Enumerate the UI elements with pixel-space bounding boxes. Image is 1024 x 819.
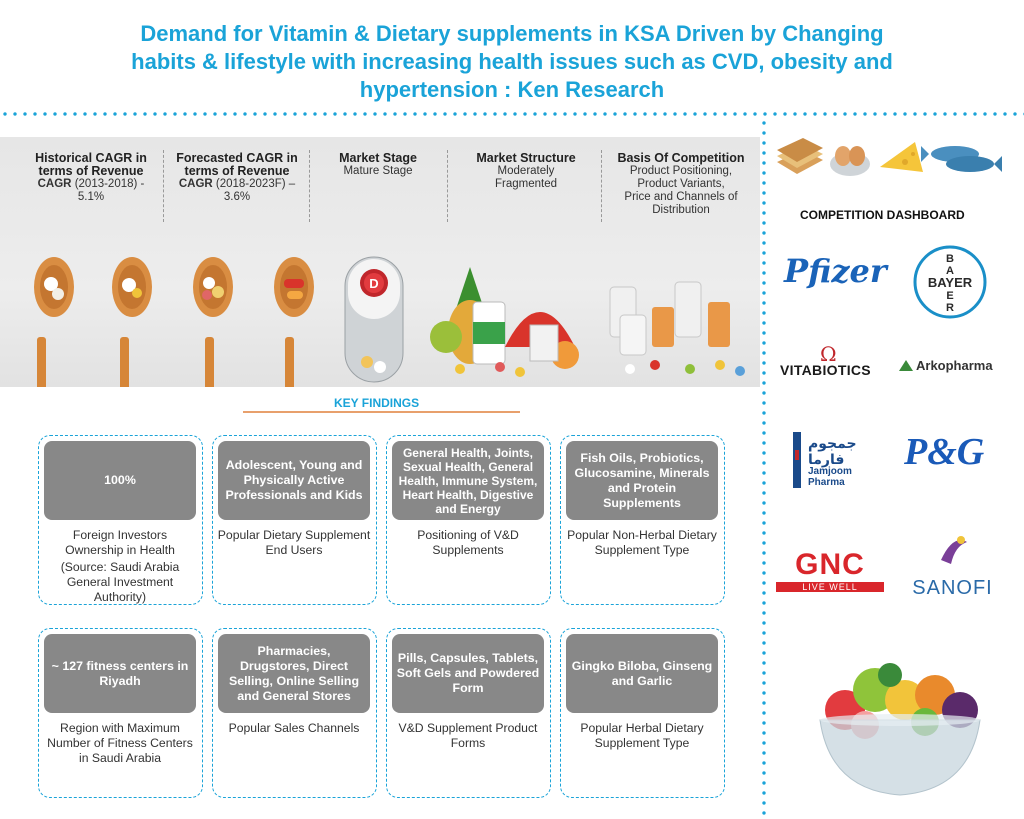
title-line-2: habits & lifestyle with increasing health issues such as CVD, obesity and xyxy=(131,49,893,74)
finding-card-description: Foreign Investors Ownership in Health xyxy=(65,528,175,557)
finding-card xyxy=(212,435,377,605)
stat-separator xyxy=(447,150,448,222)
jamjoom-tower-icon xyxy=(790,430,804,490)
basis-of-competition-value-1: Product Positioning, xyxy=(629,165,733,177)
svg-text:R: R xyxy=(946,302,954,314)
finding-card xyxy=(386,628,551,798)
market-structure xyxy=(456,152,596,191)
finding-card-highlight: Pills, Capsules, Tablets, Soft Gels and Powdered Form xyxy=(392,634,544,713)
market-structure-value-2: Fragmented xyxy=(494,178,557,190)
stat-separator xyxy=(601,150,602,222)
finding-card-description: Popular Herbal Dietary Supplement Type xyxy=(580,721,704,750)
market-stage-value: Mature Stage xyxy=(343,165,413,177)
svg-text:B: B xyxy=(946,253,954,265)
historical-cagr xyxy=(20,152,162,204)
stat-separator xyxy=(309,150,310,222)
pill-bottles-icon xyxy=(610,282,745,376)
finding-card xyxy=(386,435,551,605)
basis-of-competition xyxy=(606,152,756,217)
finding-card-description: Popular Dietary Supplement End Users xyxy=(217,528,371,557)
forecasted-cagr-period: (2018-2023F) – xyxy=(212,178,296,190)
forecasted-cagr-value: 3.6% xyxy=(223,191,251,203)
competition-dashboard-heading: COMPETITION DASHBOARD xyxy=(800,208,965,222)
market-stage xyxy=(318,152,438,178)
finding-card-highlight: ~ 127 fitness centers in Riyadh xyxy=(44,634,196,713)
vitabiotics-logo: VITABIOTICS xyxy=(780,362,871,378)
historical-cagr-period: (2013-2018) - xyxy=(71,178,145,190)
title-line-1: Demand for Vitamin & Dietary supplements in KSA Driven by Changing xyxy=(140,21,884,46)
market-structure-value-1: Moderately xyxy=(497,165,555,177)
finding-card xyxy=(38,628,203,798)
stat-separator xyxy=(163,150,164,222)
omega-icon: Ω xyxy=(820,342,837,366)
forecasted-cagr-label: CAGR xyxy=(178,178,213,190)
historical-cagr-heading-2: terms of Revenue xyxy=(38,164,144,178)
cheese-icon xyxy=(880,142,923,172)
fruit-bowl-icon xyxy=(805,650,995,800)
basis-of-competition-value-4: Distribution xyxy=(652,204,710,216)
pg-logo: P&G xyxy=(904,431,985,473)
finding-card-source: (Source: Saudi Arabia General Investment Authority) xyxy=(60,560,180,604)
finding-card-description: Positioning of V&D Supplements xyxy=(417,528,519,557)
spoon-icon-3 xyxy=(193,257,233,387)
finding-card-highlight: Pharmacies, Drugstores, Direct Selling, Online Selling and General Stores xyxy=(218,634,370,713)
finding-card-description: Popular Non-Herbal Dietary Supplement Type xyxy=(567,528,717,557)
arkopharma-leaf-icon xyxy=(898,359,914,373)
bread-icon xyxy=(777,138,823,174)
finding-card xyxy=(212,628,377,798)
basis-of-competition-value-3: Price and Channels of xyxy=(624,191,738,203)
eggs-icon xyxy=(830,146,870,176)
basis-of-competition-value-2: Product Variants, xyxy=(637,178,725,190)
page-title xyxy=(40,20,984,104)
forecasted-cagr-heading-2: terms of Revenue xyxy=(184,164,290,178)
historical-cagr-label: CAGR xyxy=(37,178,72,190)
svg-text:BAYER: BAYER xyxy=(927,275,973,290)
finding-card xyxy=(38,435,203,605)
finding-card-description: Region with Maximum Number of Fitness Centers in Saudi Arabia xyxy=(47,721,193,765)
vitamin-d-capsule-icon xyxy=(345,257,403,382)
dotted-divider-horizontal xyxy=(0,112,1024,116)
finding-card-highlight: Gingko Biloba, Ginseng and Garlic xyxy=(566,634,718,713)
spoon-icon-4 xyxy=(274,257,314,387)
arkopharma-logo: Arkopharma xyxy=(916,358,993,373)
svg-text:D: D xyxy=(369,276,379,291)
finding-card-highlight: General Health, Joints, Sexual Health, General Health, Immune System, Heart Health, Digestive and Energy xyxy=(392,441,544,520)
market-stage-heading: Market Stage xyxy=(339,151,417,165)
pfizer-logo: Pfizer xyxy=(784,252,887,290)
svg-text:A: A xyxy=(946,265,954,277)
finding-card xyxy=(560,628,725,798)
historical-cagr-value: 5.1% xyxy=(77,191,105,203)
dotted-divider-vertical xyxy=(762,118,766,818)
key-findings-heading: KEY FINDINGS xyxy=(334,396,420,410)
forecasted-cagr xyxy=(168,152,306,204)
jamjoom-logo: Jamjoom Pharma xyxy=(808,466,852,488)
spoon-icon-1 xyxy=(34,257,74,387)
food-icons xyxy=(775,132,1005,184)
svg-text:E: E xyxy=(946,290,954,302)
forecasted-cagr-heading-1: Forecasted CAGR in xyxy=(176,151,298,165)
gnc-logo: GNC xyxy=(795,548,865,581)
jamjoom-arabic-name: جمجوم فارما xyxy=(808,436,857,468)
historical-cagr-heading-1: Historical CAGR in xyxy=(35,151,147,165)
finding-card-highlight: 100% xyxy=(44,441,196,520)
key-findings-underline xyxy=(243,411,520,413)
finding-card-description: V&D Supplement Product Forms xyxy=(398,721,538,750)
title-line-3: hypertension : Ken Research xyxy=(359,77,665,102)
finding-card-highlight: Adolescent, Young and Physically Active Professionals and Kids xyxy=(218,441,370,520)
bayer-logo xyxy=(912,244,988,320)
basis-of-competition-heading: Basis Of Competition xyxy=(617,151,745,165)
fruit-and-supplements-icon xyxy=(430,267,579,377)
finding-card xyxy=(560,435,725,605)
market-structure-heading: Market Structure xyxy=(476,151,576,165)
sanofi-bird-icon xyxy=(933,532,973,572)
finding-card-description: Popular Sales Channels xyxy=(228,721,360,735)
finding-card-highlight: Fish Oils, Probiotics, Glucosamine, Minerals and Protein Supplements xyxy=(566,441,718,520)
gnc-tagline: LIVE WELL xyxy=(776,582,884,592)
sanofi-logo: SANOFI xyxy=(912,577,993,599)
spoon-icon-2 xyxy=(112,257,152,387)
fish-icon xyxy=(921,146,1002,172)
